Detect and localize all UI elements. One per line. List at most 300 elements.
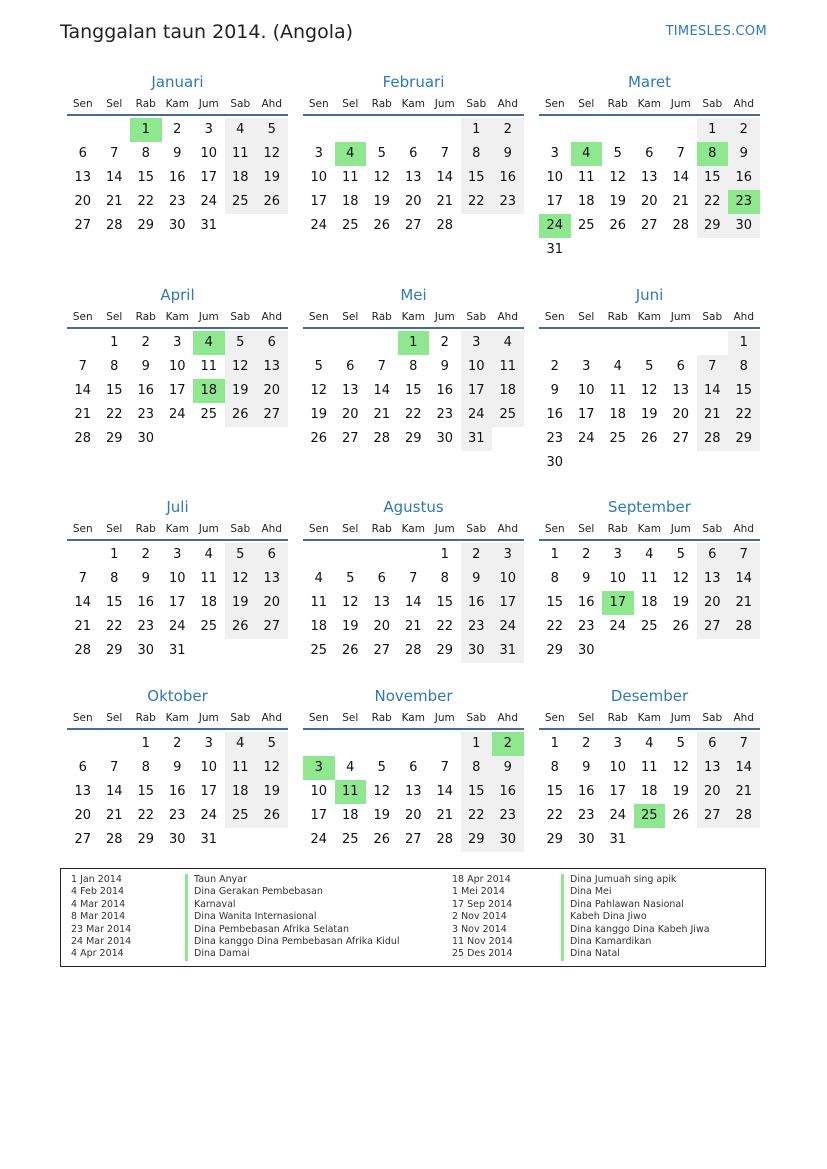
day-cell: 1 — [461, 118, 493, 142]
day-cell: 21 — [74, 619, 92, 634]
day-cell: 6 — [676, 359, 685, 374]
holiday-date: 18 Apr 2014 — [452, 874, 511, 885]
day-cell: 12 — [256, 142, 288, 166]
empty-cell — [366, 543, 398, 567]
week-row — [539, 732, 760, 756]
weekday-label: Jum — [434, 712, 455, 724]
day-cell: 21 — [436, 808, 454, 823]
weekday-label: Sel — [106, 712, 123, 724]
day-cell: 13 — [640, 170, 658, 185]
day-cell: 24 — [492, 615, 524, 639]
week-row — [303, 379, 524, 403]
weekday-label: Jum — [434, 311, 455, 323]
week-row — [67, 214, 288, 238]
weekday-label: Ahd — [733, 98, 754, 110]
day-cell: 17 — [200, 784, 218, 799]
holiday-name: Dina kanggo Dina Pembebasan Afrika Kidul — [185, 936, 400, 948]
day-cell: 29 — [546, 643, 564, 658]
holiday-date: 2 Nov 2014 — [452, 911, 507, 923]
month-name: Mei — [400, 286, 427, 304]
day-cell: 19 — [256, 166, 288, 190]
day-cell: 4 — [204, 547, 213, 562]
empty-cell — [728, 639, 760, 663]
day-cell: 17 — [168, 595, 186, 610]
empty-cell — [67, 543, 99, 567]
week-row — [303, 780, 524, 804]
weekday-label: Sel — [578, 98, 595, 110]
month-name: April — [160, 286, 195, 304]
day-cell: 3 — [492, 543, 524, 567]
day-cell: 29 — [404, 431, 422, 446]
day-cell: 11 — [341, 170, 359, 185]
month-november — [303, 686, 524, 852]
month-name: November — [374, 687, 453, 705]
day-cell: 31 — [200, 218, 218, 233]
day-cell: 21 — [697, 403, 729, 427]
day-cell: 10 — [461, 355, 493, 379]
day-cell: 18 — [492, 379, 524, 403]
day-cell: 2 — [492, 732, 524, 756]
day-cell: 28 — [404, 643, 422, 658]
weekday-label: Rab — [135, 311, 156, 323]
day-cell: 25 — [577, 218, 595, 233]
weekday-label: Kam — [637, 712, 661, 724]
day-cell: 6 — [346, 359, 355, 374]
empty-cell — [256, 639, 288, 663]
day-cell: 10 — [310, 170, 328, 185]
day-cell: 17 — [461, 379, 493, 403]
day-cell: 24 — [200, 808, 218, 823]
week-row — [539, 756, 760, 780]
empty-cell — [67, 331, 99, 355]
day-cell: 21 — [373, 407, 391, 422]
day-cell: 11 — [577, 170, 595, 185]
brand-link[interactable]: TIMESLES.COM — [665, 24, 767, 39]
day-cell: 16 — [492, 166, 524, 190]
holiday-date: 1 Mei 2014 — [452, 886, 505, 898]
day-cell: 18 — [225, 780, 257, 804]
week-row — [303, 142, 524, 166]
week-row — [303, 331, 524, 355]
day-cell: 17 — [168, 383, 186, 398]
day-cell: 15 — [105, 595, 123, 610]
day-cell: 16 — [168, 784, 186, 799]
day-cell: 31 — [168, 643, 186, 658]
day-cell: 18 — [310, 619, 328, 634]
day-cell: 12 — [373, 784, 391, 799]
day-cell: 14 — [672, 170, 690, 185]
weekday-label: Ahd — [497, 311, 518, 323]
day-cell: 9 — [173, 760, 182, 775]
day-cell: 6 — [78, 146, 87, 161]
day-cell: 27 — [697, 615, 729, 639]
day-cell: 21 — [404, 619, 422, 634]
day-cell: 28 — [728, 615, 760, 639]
day-cell: 16 — [577, 595, 595, 610]
day-cell: 6 — [697, 543, 729, 567]
day-cell: 26 — [256, 804, 288, 828]
day-cell: 14 — [105, 170, 123, 185]
day-cell: 25 — [341, 832, 359, 847]
empty-cell — [225, 214, 257, 238]
empty-cell — [602, 238, 634, 262]
weekday-label: Kam — [165, 98, 189, 110]
day-cell: 19 — [341, 619, 359, 634]
empty-cell — [602, 451, 634, 475]
empty-cell — [602, 331, 634, 355]
day-cell: 6 — [409, 146, 418, 161]
day-cell: 30 — [137, 431, 155, 446]
weekday-label: Sen — [308, 523, 329, 535]
day-cell: 14 — [436, 170, 454, 185]
holiday-name: Dina Wanita Internasional — [185, 911, 400, 923]
week-row — [67, 756, 288, 780]
weekday-label: Jum — [670, 712, 691, 724]
day-cell: 19 — [672, 784, 690, 799]
week-row — [67, 615, 288, 639]
day-cell: 2 — [461, 543, 493, 567]
day-cell: 28 — [373, 431, 391, 446]
week-row — [303, 355, 524, 379]
day-cell: 31 — [200, 832, 218, 847]
weekday-label: Sel — [342, 712, 359, 724]
weekday-header — [539, 94, 760, 116]
weekday-label: Sel — [342, 523, 359, 535]
day-cell: 17 — [200, 170, 218, 185]
day-cell: 4 — [346, 760, 355, 775]
weekday-label: Sen — [308, 311, 329, 323]
week-row — [67, 190, 288, 214]
day-cell: 30 — [461, 639, 493, 663]
weekday-label: Sab — [230, 98, 251, 110]
holiday-name: Karnaval — [185, 899, 400, 911]
day-cell: 30 — [492, 828, 524, 852]
empty-cell — [665, 331, 697, 355]
weekday-label: Sab — [702, 523, 723, 535]
day-cell: 8 — [110, 571, 119, 586]
day-cell: 17 — [577, 407, 595, 422]
day-cell: 12 — [341, 595, 359, 610]
week-row — [303, 828, 524, 852]
day-cell: 22 — [461, 804, 493, 828]
week-row — [303, 427, 524, 451]
day-cell: 6 — [645, 146, 654, 161]
weekday-label: Jum — [198, 311, 219, 323]
day-cell: 17 — [609, 784, 627, 799]
day-cell: 9 — [141, 571, 150, 586]
day-cell: 31 — [461, 427, 493, 451]
weekday-label: Sab — [702, 712, 723, 724]
day-cell: 10 — [200, 146, 218, 161]
empty-cell — [162, 427, 194, 451]
holiday-date: 8 Mar 2014 — [71, 911, 126, 923]
day-cell: 23 — [168, 808, 186, 823]
day-cell: 19 — [672, 595, 690, 610]
day-cell: 9 — [461, 567, 493, 591]
weekday-header — [303, 307, 524, 329]
empty-cell — [335, 331, 367, 355]
day-cell: 10 — [609, 571, 627, 586]
day-cell: 8 — [110, 359, 119, 374]
week-row — [303, 190, 524, 214]
day-cell: 25 — [492, 403, 524, 427]
empty-cell — [67, 118, 99, 142]
day-cell: 7 — [676, 146, 685, 161]
weekday-label: Rab — [607, 523, 628, 535]
weekday-label: Sab — [466, 98, 487, 110]
month-desember — [539, 686, 760, 852]
holiday-date: 11 Nov 2014 — [452, 935, 513, 947]
day-cell: 20 — [256, 379, 288, 403]
day-cell: 28 — [728, 804, 760, 828]
weekday-label: Ahd — [261, 712, 282, 724]
page-title: Tanggalan taun 2014. (Angola) — [60, 21, 354, 43]
week-row — [539, 780, 760, 804]
day-cell: 4 — [571, 142, 603, 166]
weekday-label: Sen — [72, 712, 93, 724]
day-cell: 3 — [204, 736, 213, 751]
day-cell: 25 — [609, 431, 627, 446]
weekday-label: Rab — [607, 712, 628, 724]
week-row — [67, 142, 288, 166]
week-row — [67, 639, 288, 663]
empty-cell — [665, 118, 697, 142]
day-cell: 7 — [728, 732, 760, 756]
weekday-label: Sab — [466, 311, 487, 323]
day-cell: 15 — [404, 383, 422, 398]
empty-cell — [256, 214, 288, 238]
day-cell: 23 — [461, 615, 493, 639]
day-cell: 11 — [200, 571, 218, 586]
empty-cell — [571, 118, 603, 142]
day-cell: 28 — [74, 643, 92, 658]
day-cell: 24 — [609, 619, 627, 634]
day-cell: 3 — [314, 146, 323, 161]
day-cell: 1 — [697, 118, 729, 142]
week-row — [303, 118, 524, 142]
holiday-name: Dina Pahlawan Nasional — [561, 899, 710, 911]
week-row — [67, 427, 288, 451]
week-row — [539, 166, 760, 190]
day-cell: 22 — [546, 619, 564, 634]
day-cell: 1 — [130, 118, 162, 142]
weekday-label: Sel — [578, 311, 595, 323]
day-cell: 8 — [697, 142, 729, 166]
empty-cell — [398, 118, 430, 142]
weekday-label: Jum — [670, 98, 691, 110]
day-cell: 27 — [640, 218, 658, 233]
day-cell: 14 — [373, 383, 391, 398]
day-cell: 18 — [640, 784, 658, 799]
day-cell: 25 — [225, 190, 257, 214]
day-cell: 18 — [193, 379, 225, 403]
month-juli — [67, 497, 288, 663]
day-cell: 12 — [640, 383, 658, 398]
week-row — [539, 355, 760, 379]
day-cell: 22 — [461, 190, 493, 214]
day-cell: 2 — [141, 335, 150, 350]
day-cell: 18 — [609, 407, 627, 422]
day-cell: 19 — [310, 407, 328, 422]
day-cell: 8 — [550, 760, 559, 775]
day-cell: 12 — [225, 567, 257, 591]
day-cell: 14 — [728, 756, 760, 780]
weekday-label: Ahd — [497, 712, 518, 724]
weekday-label: Sel — [106, 311, 123, 323]
holiday-date: 3 Nov 2014 — [452, 923, 507, 935]
week-row — [303, 591, 524, 615]
day-cell: 5 — [225, 331, 257, 355]
holiday-name: Dina Jumuah sing apik — [561, 874, 710, 886]
month-name: Maret — [627, 73, 672, 91]
empty-cell — [366, 118, 398, 142]
day-cell: 29 — [697, 214, 729, 238]
day-cell: 4 — [335, 142, 367, 166]
weekday-label: Ahd — [733, 311, 754, 323]
day-cell: 1 — [550, 547, 559, 562]
day-cell: 8 — [409, 359, 418, 374]
day-cell: 17 — [310, 808, 328, 823]
day-cell: 22 — [436, 619, 454, 634]
weekday-label: Sab — [466, 523, 487, 535]
empty-cell — [665, 451, 697, 475]
week-row — [303, 543, 524, 567]
week-row — [303, 214, 524, 238]
week-row — [67, 331, 288, 355]
day-cell: 13 — [404, 170, 422, 185]
day-cell: 6 — [697, 732, 729, 756]
day-cell: 7 — [409, 571, 418, 586]
week-row — [303, 639, 524, 663]
weekday-label: Sel — [342, 98, 359, 110]
day-cell: 9 — [141, 359, 150, 374]
week-row — [539, 331, 760, 355]
week-row — [303, 732, 524, 756]
day-cell: 20 — [74, 194, 92, 209]
weekday-label: Sel — [578, 523, 595, 535]
day-cell: 6 — [256, 543, 288, 567]
day-cell: 16 — [728, 166, 760, 190]
day-cell: 12 — [672, 760, 690, 775]
weekday-label: Sen — [72, 311, 93, 323]
day-cell: 18 — [341, 194, 359, 209]
weekday-label: Sab — [702, 311, 723, 323]
weekday-label: Ahd — [497, 98, 518, 110]
week-row — [67, 567, 288, 591]
empty-cell — [634, 639, 666, 663]
day-cell: 4 — [613, 359, 622, 374]
day-cell: 26 — [640, 431, 658, 446]
empty-cell — [634, 331, 666, 355]
day-cell: 22 — [105, 407, 123, 422]
day-cell: 19 — [256, 780, 288, 804]
day-cell: 22 — [546, 808, 564, 823]
weekday-label: Jum — [434, 523, 455, 535]
empty-cell — [665, 238, 697, 262]
day-cell: 10 — [546, 170, 564, 185]
day-cell: 21 — [672, 194, 690, 209]
day-cell: 29 — [137, 832, 155, 847]
day-cell: 24 — [609, 808, 627, 823]
day-cell: 31 — [546, 242, 564, 257]
day-cell: 1 — [398, 331, 430, 355]
week-row — [539, 591, 760, 615]
day-cell: 20 — [341, 407, 359, 422]
weekday-label: Ahd — [261, 98, 282, 110]
day-cell: 3 — [582, 359, 591, 374]
empty-cell — [571, 451, 603, 475]
holiday-name: Taun Anyar — [185, 874, 400, 886]
day-cell: 11 — [225, 142, 257, 166]
day-cell: 16 — [461, 591, 493, 615]
day-cell: 16 — [137, 595, 155, 610]
day-cell: 7 — [377, 359, 386, 374]
day-cell: 27 — [74, 832, 92, 847]
day-cell: 20 — [404, 194, 422, 209]
empty-cell — [461, 214, 493, 238]
day-cell: 13 — [672, 383, 690, 398]
month-name: September — [608, 498, 691, 516]
day-cell: 25 — [341, 218, 359, 233]
day-cell: 15 — [461, 166, 493, 190]
month-name: Juli — [166, 498, 189, 516]
week-row — [67, 403, 288, 427]
weekday-label: Sen — [544, 712, 565, 724]
holiday-date: 17 Sep 2014 — [452, 898, 513, 910]
weekday-label: Kam — [401, 523, 425, 535]
day-cell: 18 — [200, 595, 218, 610]
day-cell: 27 — [404, 832, 422, 847]
day-cell: 20 — [404, 808, 422, 823]
day-cell: 22 — [404, 407, 422, 422]
weekday-label: Sen — [72, 98, 93, 110]
day-cell: 7 — [110, 760, 119, 775]
day-cell: 28 — [105, 218, 123, 233]
empty-cell — [634, 828, 666, 852]
week-row — [539, 543, 760, 567]
day-cell: 11 — [640, 571, 658, 586]
day-cell: 7 — [78, 359, 87, 374]
day-cell: 9 — [492, 756, 524, 780]
day-cell: 23 — [577, 619, 595, 634]
day-cell: 13 — [341, 383, 359, 398]
weekday-label: Rab — [135, 523, 156, 535]
day-cell: 16 — [492, 780, 524, 804]
empty-cell — [634, 451, 666, 475]
day-cell: 4 — [645, 547, 654, 562]
weekday-label: Sen — [544, 98, 565, 110]
empty-cell — [193, 639, 225, 663]
weekday-label: Rab — [135, 712, 156, 724]
day-cell: 13 — [74, 170, 92, 185]
weekday-label: Rab — [371, 523, 392, 535]
day-cell: 16 — [577, 784, 595, 799]
day-cell: 27 — [256, 403, 288, 427]
day-cell: 28 — [105, 832, 123, 847]
day-cell: 26 — [225, 403, 257, 427]
day-cell: 14 — [74, 595, 92, 610]
empty-cell — [697, 639, 729, 663]
day-cell: 22 — [105, 619, 123, 634]
day-cell: 13 — [256, 355, 288, 379]
holiday-date: 25 Des 2014 — [452, 948, 513, 960]
day-cell: 5 — [314, 359, 323, 374]
month-name: Oktober — [147, 687, 208, 705]
day-cell: 30 — [577, 832, 595, 847]
empty-cell — [303, 331, 335, 355]
holiday-name: Dina Damai — [185, 948, 400, 960]
empty-cell — [634, 238, 666, 262]
